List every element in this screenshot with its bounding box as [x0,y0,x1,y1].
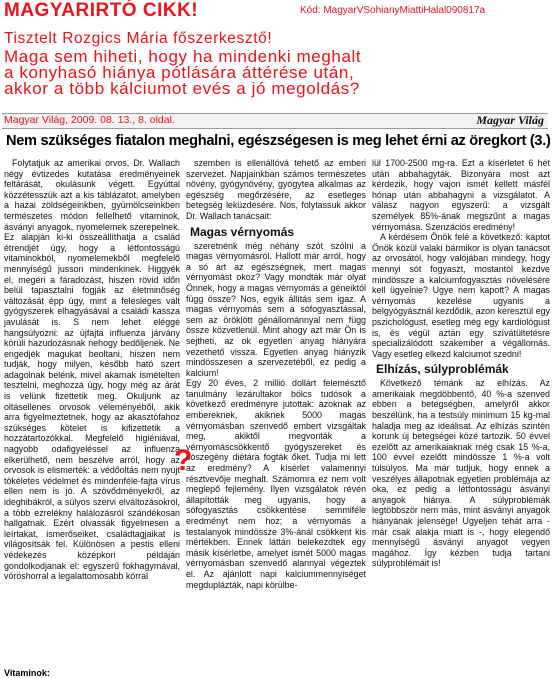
column-2-body-b: Egy 20 éves, 2 millió dollárt felemésztő tanulmány lezárultakor bölcs tudósok a következő eredményre jutottak: azoknak az embereknek, akiknek 5000 magas vérnyomásban szenvedő embert vizsgáltak meg, akiktől megvonták a vérnyomáscsökkentő gyógyszereket és sószegény diétára fogták őket. Tudja mi lett az eredmény? A kísérlet valamennyi résztvevője meghalt. Számomra ez nem volt meglepő fejlemény. Ilyen vizsgálatok révén állapították meg ugyanis, hogy a sófogyasztás csökkentése semmiféle eredményt nem hoz; a vérnyomás a testalanyok mindössze 3%-ánál csökkent kis mértékben. Ennek láttán belekezdtek egy másik kísérletbe, amelyet ismét 5000 magas vérnyomásban szenvedő alannyal végeztek el. Az ajánlott napi kalciummennyiséget megduplázták, napi körülbe- [186,378,366,590]
column-2-body-a: szeretnénk még néhány szót szólni a magas vérnyomásról. Hallott már arról, hogy a só árt az egészségnek, mert magas vérnyomást okoz? Vagy mondták már olyat Önnek, hogy a magas vérnyomás a géneiktól függ össze? Nos, egyik állítás sem igaz. A magas vérnyomás sem a sófogyasztással, sem az öröklött génállománnyal nem függ össze közvetlenül. Mint ahogy azt már Ön is sejtheti, az ok egyetlen anyag hiányára vezethető vissza. Egyetlen anyag hiányzik mindösszesen a szervezetéből, ez pedig a kalcium! [186,240,366,378]
article-column-2 [186,158,366,590]
document-code: Kód: MagyarVSohianyMiattiHalal090817a [300,5,486,16]
column-2-intro: szemben is ellenállóvá tehető az emberi szervezet. Napjainkban számos természetes növény, gyógynövény, gyógytea alkalmas az egészség megőrzésére, az esetleges betegség leküzdésére. Nos, folytassuk akkor Dr. Wallach tanácsait: [186,158,366,221]
column-3-text-c: Következő témánk az elhízás. Az amerikaiak megdöbbentő, 40 %-a szenved ebben a betegségben, amelyről akkor beszélünk, ha a testsúly minimum 15 kg-mal haladja meg az ideálisat. Az elhízás szintén korunk új betegségei közé tartozik. 50 évvel ezelőtt az amerikaiaknak még csak 15 %-a, 100 évvel ezelőtt mindössze 1 %-a volt túlsúlyos. Ma már tudjuk, hogy ennek a veszélyes állapotnak egyetlen problémája az oka, ez pedig a létfontosságú ásványi anyagok hiánya. A súlyproblémák legtöbbször nem más, mint ásványi anyagok hiányának jelensége! Ugyeljen tehát arra - már csak alakja miatt is -, hogy elegendő mennyiségű ásványi anyagot vegyen magához. Így kézben tudja tartani súlyproblémáit is! [372,378,550,569]
subheading-blood-pressure: Magas vérnyomás [190,224,295,239]
source-bar [2,113,548,129]
alert-title: MAGYARIRTÓ CIKK! [4,0,199,21]
newspaper-masthead: Magyar Világ [476,113,544,127]
article-headline: Nem szükséges fiatalon meghalni, egészségesen is meg lehet érni az öregkort (3.) [6,133,551,149]
addressee-line: Tisztelt Rozgics Mária főszerkesztő! [4,30,273,47]
lead-line-1: Maga sem hiheti, hogy ha mindenki meghalt [4,47,362,66]
lead-statement [4,49,552,97]
source-citation: Magyar Világ, 2009. 08. 13., 8. oldal. [4,114,175,126]
column-1-text: Folytatjuk az amerikai orvos, Dr. Wallach négy évtizedes kutatása eredményeinek feltárását, okulásunk végett. Egyúttal közzétesszük azt a kis táblázatot, amelyben a hazai zöldségeinkben, gyümölcseinkben természetes módon fellelhető vitaminok, ásványi anyagok, nyomelemek szerepelnek. Ez alapján ki-ki összeállíthatja a család étrendjét úgy, hogy a létfontosságú vitaminokból, nyomelemekből megfelelő mennyiségű jusson mindenkinek. Higgyék el, megéri a fáradozást, hiszen rövid időn belül tapasztalni fogják az életminőség változását épp úgy, mint a felesleges vált gyógyszerek elhagyásával a családi kassza javulását is. S nem lehet eléggé hangsúlyozni: az újfajta influenza járvány körüli hazudozásnak nehogy bedőljenek. Ne engedjék magukat beoltani, hiszen nem tudják, hogy milyen, később ható szert adagolnak belénk, mivel akarnak ismételten tesztelni, meghozzá úgy, hogy még az árát is velünk fizettetik meg. Okuljunk az oltásellenes orvosok véleményéből, akik arra figyelmeztetnek, hogy az akasztófahoz szükséges kötelet is kifizettetik a hozzátartozókkal. Megfelelő higiéniával, nagyobb odafigyeléssel az influenza elkerülhető, nem beszélve arról, hogy az orvosok is elismerték: a védőoltás nem nyújt tökéletes védelmet és mindenféle-fajta vírus ellen nem is jó. A szövődményekről, az ideghibákról, a súlyos szervi elváltozásokról, a több ezrelékny halálozásról szándékosan hallgatnak. Ezért olvassák figyelmesen a leírtakat, ismerőseiket, családtagjaikat is világosítsák fel. Különösen a pestis elleni védekezés középkori példáján gondolkodjanak el: egyszerű fokhagymával, vöröshorral a legalattomosabb kórral [4,158,180,582]
lead-line-2: a konyhasó hiánya pótlására áttérése után, [4,63,355,82]
cut-off-label: Vitaminok: [4,668,50,678]
lead-line-3: akkor a több kálciumot evés a jó megoldás? [4,79,360,98]
article-column-3 [372,158,550,569]
subheading-obesity: Elhízás, súlyproblémák [376,362,509,377]
article-column-1 [4,158,180,582]
margin-question-mark: ? [174,444,193,477]
column-3-text-a: lül 1700-2500 mg-ra. Ezt a kísérletet 6 hét után abbahagyták. Bizonyára most azt kérdezik, hogy vajon ismét kellett másfél hónap után abbahagyni a vizsgálatot. A válasz nagyon egyszerű: a vizsgált személyek 85%-ának megszűnt a magas vérnyomása. Szenzációs eredmény! [372,158,550,232]
column-3-text-b: A kérdésem Önök felé a következő: kaptot Önök közül valaki bármikor is olyan tanácsot az orvosától, hogy valójában mindegy, hogy mennyi sót fogyaszt, mostantól kezdve mindössze a kalciumfogyasztás növelésére kell ügyelnie? Ugye nem kapott? A magas vérnyomás kezelése ugyanis a belgyógyásznál kezdődik, azon keresztül egy pszichológust, esetleg még egy kardiológust is, és végül aztán egy szívátültetésre specializálódott szakember a végállomás. Vagy esetleg elkezd kalciumot szedni! [372,232,550,359]
